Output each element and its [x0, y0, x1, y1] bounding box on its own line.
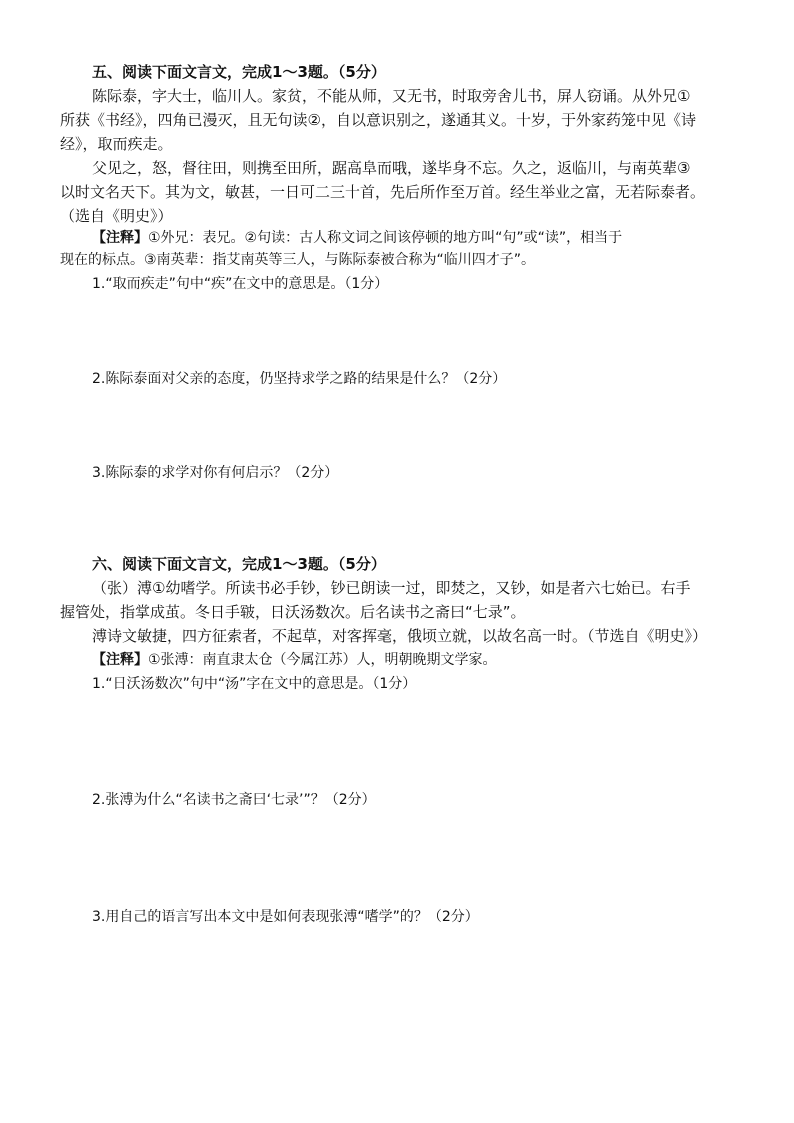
- note-text: ①张溥：南直隶太仓（今属江苏）人，明朝晚期文学家。: [148, 652, 497, 668]
- passage-source: （选自《明史》）: [60, 207, 173, 225]
- note-line: [92, 228, 622, 248]
- note-text: ①外兄：表兄。②句读：古人称文词之间该停顿的地方叫“句”或“读”，相当于: [148, 230, 623, 246]
- note-line: [92, 650, 497, 670]
- passage-line: 父见之，怒，督往田，则携至田所，踞高阜而哦，遂毕身不忘。久之，返临川，与南英辈③: [92, 159, 691, 177]
- passage-line: （张）溥①幼嗜学。所读书必手钞，钞已朗读一过，即焚之，又钞，如是者六七始已。右手: [92, 579, 691, 597]
- question-1: 1.“取而疾走”句中“疾”在文中的意思是。（1分）: [92, 276, 389, 292]
- passage-line: 所获《书经》，四角已漫灭，且无句读②，自以意识别之，遂通其义。十岁，于外家药笼中见《诗: [60, 111, 696, 129]
- passage-line: 陈际泰，字大士，临川人。家贫，不能从师，又无书，时取旁舍儿书，屏人窃诵。从外兄①: [92, 87, 691, 105]
- note-label: 【注释】: [92, 652, 148, 668]
- note-label: 【注释】: [92, 230, 148, 246]
- section-5-heading: 五、阅读下面文言文，完成1～3题。（5分）: [92, 63, 386, 81]
- passage-line: 经》，取而疾走。: [60, 135, 173, 153]
- passage-line: 溥诗文敏捷，四方征索者，不起草，对客挥毫，俄顷立就，以故名高一时。（节选自《明史》）: [92, 627, 708, 645]
- passage-line: 以时文名天下。其为文，敏甚，一日可二三十首，先后所作至万首。经生举业之富，无若际泰者。: [60, 183, 706, 201]
- question-2: 2.张溥为什么“名读书之斋曰‘七录’”？（2分）: [92, 792, 376, 808]
- question-1: 1.“日沃汤数次”句中“汤”字在文中的意思是。（1分）: [92, 676, 417, 692]
- question-2: 2.陈际泰面对父亲的态度，仍坚持求学之路的结果是什么？（2分）: [92, 371, 507, 387]
- passage-line: 握管处，指掌成茧。冬日手皲，日沃汤数次。后名读书之斋曰“七录”。: [60, 603, 526, 621]
- question-3: 3.用自己的语言写出本文中是如何表现张溥“嗜学”的？（2分）: [92, 909, 479, 925]
- question-3: 3.陈际泰的求学对你有何启示？（2分）: [92, 465, 339, 481]
- section-6-heading: 六、阅读下面文言文，完成1～3题。（5分）: [92, 555, 386, 573]
- note-line: 现在的标点。③南英辈：指艾南英等三人，与陈际泰被合称为“临川四才子”。: [60, 252, 536, 268]
